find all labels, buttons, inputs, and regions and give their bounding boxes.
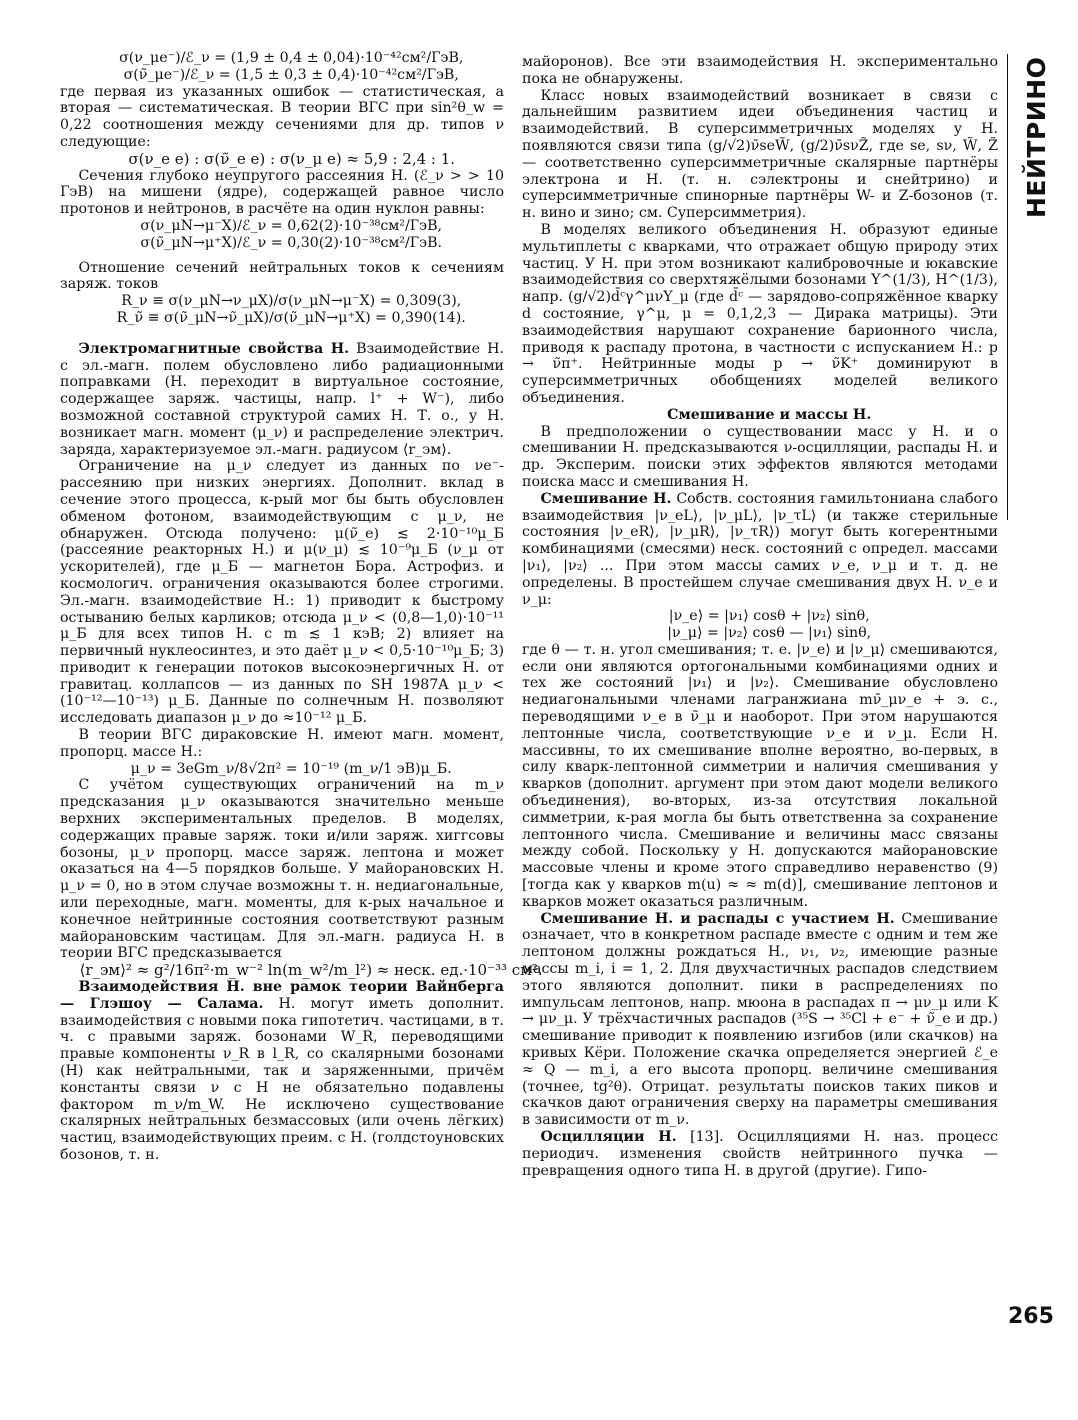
equation: μ_ν = 3eGm_ν/8√2π² = 10⁻¹⁹ (m_ν/1 эВ)μ_Б. (130, 760, 452, 777)
paragraph: Класс новых взаимодействий возникает в связи с дальнейшим развитием идеи объединения частиц и взаимодействий. В суперсимметричных моделях у Н. появляются связи типа (g/√2)ν̄seW̃, (g/2)ν̄sνZ̃, где se, sν, W̃, Z̃ — соответственно суперсимметричные скалярные партнёры электрона и Н. (т. н. сэлектроны и снейтрино) и суперсимметричные спинорные партнёры W- и Z-бозонов (т. н. вино и зино; см. Суперсимметрия). (522, 87, 998, 222)
paragraph: В предположении о существовании масс у Н. и о смешивании Н. предсказываются ν-осцилляции, распады Н. и др. Эксперим. поиски этих эффектов являются методами поиска масс и смешивания Н. (522, 423, 998, 490)
running-head (1018, 56, 1058, 226)
paragraph: Ограничение на μ_ν следует из данных по νe⁻-рассеянию при низких энергиях. Дополнит. вклад в сечение этого процесса, к-рый мог бы быть обусловлен обменом фотоном, взаимодействующим с μ_ν, не обнаружен. Отсюда получено: μ(ν̃_e) ≲ 2·10⁻¹⁰μ_Б (рассеяние реакторных Н.) и μ(ν_μ) ≲ 10⁻⁹μ_Б (ν_μ от ускорителей), где μ_Б — магнетон Бора. Астрофиз. и космологич. ограничения оказываются более строгими. Эл.-магн. взаимодействие Н.: 1) приводит к быстрому остыванию белых карликов; отсюда μ_ν < (0,8—1,0)·10⁻¹¹ μ_Б для всех типов Н. с m ≲ 1 кэВ; 2) влияет на первичный нуклеосинтез, и это даёт μ_ν < 0,5·10⁻¹⁰μ_Б; 3) приводит к генерации потоков высокоэнергичных Н. от гравитац. коллапсов — из данных по SH 1987A μ_ν < (10⁻¹²—10⁻¹³) μ_Б. Данные по солнечным Н. позволяют исследовать диапазон μ_ν до ≈10⁻¹² μ_Б. (60, 458, 504, 727)
margin-rule (1007, 54, 1008, 520)
equation: σ(ν̃_μe⁻)/ℰ_ν = (1,5 ± 0,3 ± 0,4)·10⁻⁴²см²/ГэВ, (123, 66, 459, 83)
paragraph (60, 979, 504, 1164)
left-column (60, 50, 543, 1164)
paragraph: С учётом существующих ограничений на m_ν предсказания μ_ν оказываются значительно меньше верхних экспериментальных пределов. В моделях, содержащих правые заряж. токи и/или заряж. хиггсовы бозоны, μ_ν пропорц. массе заряж. лептона и может оказаться на 4—5 порядков больше. У майорановских Н. μ_ν = 0, но в этом случае возможны т. н. недиагональные, или переходные, магн. моменты, для к-рых начальное и конечное нейтринные состояния соответствуют разным майорановским частицам. Для эл.-магн. радиуса Н. в теории ВГС предсказывается (60, 777, 504, 962)
paragraph: где θ — т. н. угол смешивания; т. е. |ν_e⟩ и |ν_μ⟩ смешиваются, если они являются ортогональными комбинациями одних и тех же состояний |ν₁⟩ и |ν₂⟩. Смешивание обусловлено недиагональными членами лагранжиана mν̄_μν_e + э. с., переводящими ν_e в ν̃_μ и наоборот. При этом нарушаются лептонные числа, соответствующие ν_e и ν_μ. Если Н. массивны, то их смешивание вполне вероятно, во-первых, в силу кварк-лептонной симметрии и наличия смешивания у кварков (дополнит. аргумент при этом дают модели великого объединения), во-вторых, из-за отсутствия локальной симметрии, к-рая могла бы быть ответственна за сохранение лептонного числа. Смешивание и величины масс связаны между собой. Поскольку у Н. допускаются майорановские массовые члены и кроме этого справедливо неравенство (9) [тогда как у кварков m(u) ≈ ≈ m(d)], смешивание лептонов и кварков может оказаться различным. (522, 641, 998, 910)
equation: |ν_e⟩ = |ν₁⟩ cosθ + |ν₂⟩ sinθ, (668, 608, 870, 625)
equation: σ(ν_e e) : σ(ν̃_e e) : σ(ν_μ e) ≈ 5,9 : 2,4 : 1. (128, 149, 456, 168)
paragraph-text: Собств. состояния гамильтониана слабого взаимодействия |ν_eL⟩, |ν_μL⟩, |ν_τL⟩ (и также стерильные состояния |ν_eR⟩, |ν_μR⟩, |ν_τR⟩) могут быть когерентными комбинациями (смесями) неск. состояний с определ. массами |ν₁⟩, |ν₂⟩ ... При этом массы самих ν_e, ν_μ и т. д. не определены. В простейшем случае смешивания двух Н. ν_e и ν_μ: (522, 490, 998, 608)
paragraph: Отношение сечений нейтральных токов к сечениям заряж. токов (60, 259, 504, 293)
section-title: Смешивание и массы Н. (667, 406, 872, 423)
paragraph-text: [13]. Осцилляциями Н. наз. процесс периодич. изменения свойств нейтринного пучка — превращения одного типа Н. в другой (другие). Гипо- (522, 1129, 998, 1179)
paragraph: майоронов). Все эти взаимодействия Н. экспериментально пока не обнаружены. (522, 54, 998, 87)
paragraph-text: Взаимодействие Н. с эл.-магн. полем обусловлено либо радиационными поправками (Н. переходит в виртуальное состояние, содержащее заряж. частицы, напр. l⁺ + W⁻), либо возможной составной структурой самих Н. Т. о., у Н. возникает магн. момент (μ_ν) и распределение электрич. заряда, характеризуемое эл.-магн. радиусом ⟨r_эм⟩. (60, 340, 504, 458)
run-in-heading: Смешивание Н. (540, 490, 672, 507)
equation: σ(ν_μN→μ⁻X)/ℰ_ν = 0,62(2)·10⁻³⁸см²/ГэВ, (140, 217, 443, 234)
equation: R_ν ≡ σ(ν_μN→ν_μX)/σ(ν_μN→μ⁻X) = 0,309(3), (121, 293, 462, 310)
paragraph-text: Н. могут иметь дополнит. взаимодействия с новыми пока гипотетич. частицами, в т. ч. с правыми заряж. бозонами W_R, переводящими правые компоненты ν_R в l_R, со скалярными бозонами (H) как нейтральными, так и заряженными, причём константы связи ν с H не обязательно подавлены фактором m_ν/m_W. Не исключено существование скалярных нейтральных безмассовых (или очень лёгких) частиц, взаимодействующих преим. с Н. (голдстоуновских бозонов, т. н. (60, 995, 505, 1163)
run-in-heading: Электромагнитные свойства Н. (78, 340, 350, 357)
paragraph: В теории ВГС дираковские Н. имеют магн. момент, пропорц. массе Н.: (60, 727, 504, 760)
equation: R_ν̃ ≡ σ(ν̃_μN→ν̃_μX)/σ(ν̃_μN→μ⁺X) = 0,390(14). (116, 309, 466, 326)
equation: |ν_μ⟩ = |ν₂⟩ cosθ — |ν₁⟩ sinθ, (667, 625, 872, 642)
equation: ⟨r_эм⟩² ≈ g²/16π²·m_w⁻² ln(m_w²/m_l²) ≈ неск. ед.·10⁻³³ см². (79, 961, 543, 980)
run-in-heading: Смешивание Н. и распады с участием Н. (540, 910, 895, 927)
paragraph-text: Смешивание означает, что в конкретном распаде вместе с одним и тем же лептоном должны рождаться Н., ν₁, ν₂, имеющие разные массы m_i, i = 1, 2. Для двухчастичных распадов следствием этого являются дополнит. пики в распределениях по импульсам лептонов, напр. мюона в распадах π → μν_μ или K → μν_μ. У трёхчастичных распадов (³⁵S → ³⁵Cl + e⁻ + ν̃_e и др.) смешивание приводит к появлению изгибов (или скачков) на кривых Кёри. Положение скачка определяется энергией ℰ_e ≈ Q — m_i, а его высота пропорц. величине смешивания (точнее, tg²θ). Отрицат. результаты поисков таких пиков и скачков дают ограничения сверху на параметры смешивания в зависимости от m_ν. (522, 910, 999, 1129)
equation: σ(ν_μe⁻)/ℰ_ν = (1,9 ± 0,4 ± 0,04)·10⁻⁴²см²/ГэВ, (119, 50, 464, 66)
right-column (522, 54, 998, 1179)
paragraph: где первая из указанных ошибок — статистическая, а вторая — систематическая. В теории ВГС при sin²θ_w = 0,22 соотношения между сечениями для др. типов ν следующие: (60, 83, 504, 150)
paragraph (60, 341, 504, 459)
equation: σ(ν̃_μN→μ⁺X)/ℰ_ν = 0,30(2)·10⁻³⁸см²/ГэВ. (140, 234, 443, 251)
run-in-heading: Взаимодействия Н. вне рамок теории Вайнберга — Глэшоу — Салама. (60, 979, 504, 1012)
running-title: НЕЙТРИНО (1022, 56, 1051, 218)
paragraph (522, 1129, 998, 1179)
paragraph (522, 911, 998, 1129)
paragraph: Сечения глубоко неупругого рассеяния Н. (ℰ_ν > > 10 ГэВ) на мишени (ядре), содержащей равное число протонов и нейтронов, в расчёте на один нуклон равны: (60, 167, 504, 218)
paragraph (522, 491, 998, 609)
run-in-heading: Осцилляции Н. (540, 1129, 677, 1145)
paragraph: В моделях великого объединения Н. образуют единые мультиплеты с кварками, что отражает общую природу этих частиц. У Н. при этом возникают калибровочные и юкавские взаимодействия со сверхтяжёлыми бозонами Y^(1/3), H^(1/3), напр. (g/√2)d̄ᶜγ^μνY_μ (где d̄ᶜ — зарядово-сопряжённое кварку d состояние, γ^μ, μ = 0,1,2,3 — Дирака матрицы). Эти взаимодействия нарушают сохранение барионного числа, приводя к распаду протона, в частности с испусканием Н.: p → ν̃π⁺. Нейтринные моды p → ν̃K⁺ доминируют в суперсимметричных обобщениях моделей великого объединения. (522, 221, 998, 406)
page-number: 265 (1008, 1304, 1054, 1329)
